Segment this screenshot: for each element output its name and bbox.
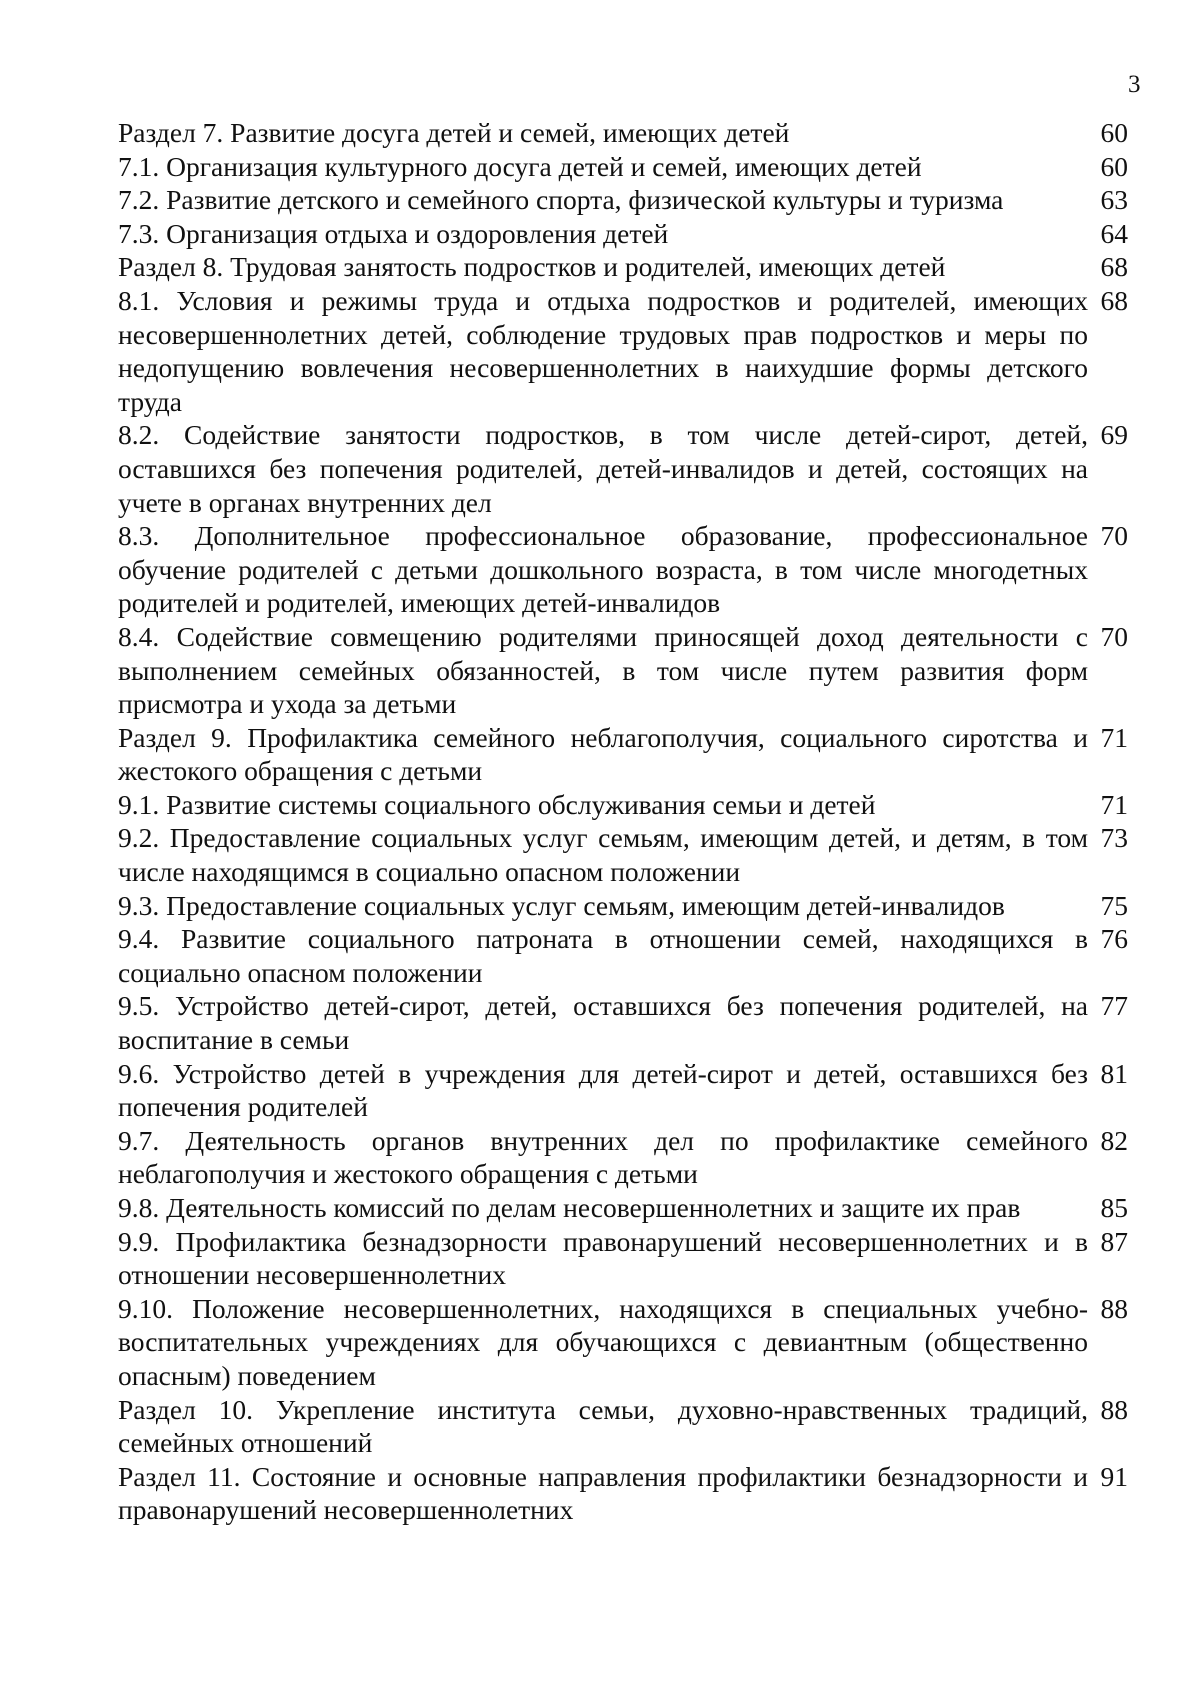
toc-entry-title: 7.3. Организация отдыха и оздоровления детей: [118, 217, 669, 249]
toc-entry-title: 8.3. Дополнительное профессиональное образование, профессиональное обучение родителей с детьми дошкольного возраста, в том числе многодетных родителей и родителей, имеющих детей-инвалидов: [118, 520, 1088, 619]
toc-entry-page: 68: [1100, 284, 1128, 316]
toc-entry-title: 9.9. Профилактика безнадзорности правонарушений несовершеннолетних и в отношении несовершеннолетних: [118, 1225, 1088, 1291]
toc-entry: [118, 721, 1128, 788]
toc-entry-page: 77: [1100, 990, 1128, 1022]
toc-entry-title: 9.4. Развитие социального патроната в отношении семей, находящихся в социально опасном положении: [118, 923, 1088, 988]
toc-entry-page: 69: [1100, 419, 1128, 451]
toc-entry: [118, 116, 1128, 150]
toc-entry: [118, 519, 1128, 620]
toc-entry-page: 85: [1100, 1192, 1128, 1223]
toc-entry-page: 75: [1100, 889, 1128, 921]
toc-entry: [118, 1057, 1128, 1124]
toc-entry: [118, 821, 1128, 888]
toc-entry-page: 60: [1100, 150, 1128, 182]
toc-entry-title: Раздел 10. Укрепление института семьи, духовно-нравственных традиций, семейных отношений: [118, 1393, 1088, 1459]
toc-entry-title: Раздел 8. Трудовая занятость подростков и родителей, имеющих детей: [118, 251, 946, 283]
toc-entry-title: 9.3. Предоставление социальных услуг семьям, имеющим детей-инвалидов: [118, 889, 1005, 921]
toc-entry-title: Раздел 9. Профилактика семейного неблагополучия, социального сиротства и жестокого обращения с детьми: [118, 721, 1088, 787]
toc-entry-page: 88: [1100, 1393, 1128, 1425]
toc-entry: [118, 284, 1128, 418]
table-of-contents: [118, 116, 1128, 1527]
toc-entry-page: 76: [1100, 923, 1128, 955]
toc-entry-page: 87: [1100, 1225, 1128, 1257]
toc-entry-title: 9.7. Деятельность органов внутренних дел по профилактике семейного неблагополучия и жестокого обращения с детьми: [118, 1124, 1088, 1190]
toc-entry-page: 70: [1100, 620, 1128, 652]
toc-entry: [118, 1191, 1128, 1225]
toc-entry: [118, 989, 1128, 1056]
toc-entry-page: 73: [1100, 822, 1128, 854]
toc-entry-page: 68: [1100, 251, 1128, 283]
toc-entry: [118, 1124, 1128, 1191]
toc-entry-title: 8.1. Условия и режимы труда и отдыха подростков и родителей, имеющих несовершеннолетних детей, соблюдение трудовых прав подростков и меры по недопущению вовлечения несовершеннолетних в наихудшие формы детского труда: [118, 284, 1088, 417]
toc-entry: [118, 1393, 1128, 1460]
toc-entry-page: 71: [1100, 721, 1128, 753]
toc-entry: [118, 150, 1128, 184]
toc-entry: [118, 183, 1128, 217]
toc-entry-title: 9.5. Устройство детей-сирот, детей, оставшихся без попечения родителей, на воспитание в семьи: [118, 990, 1088, 1056]
toc-entry: [118, 1292, 1128, 1393]
toc-entry-page: 60: [1100, 117, 1128, 148]
toc-entry-title: 7.2. Развитие детского и семейного спорта, физической культуры и туризма: [118, 184, 1004, 216]
toc-entry-title: 9.8. Деятельность комиссий по делам несовершеннолетних и защите их прав: [118, 1192, 1021, 1223]
toc-entry-page: 81: [1100, 1057, 1128, 1089]
toc-entry: [118, 217, 1128, 251]
toc-entry: [118, 250, 1128, 284]
toc-entry: [118, 1225, 1128, 1292]
toc-entry-page: 64: [1100, 217, 1128, 249]
toc-entry-page: 91: [1100, 1460, 1128, 1492]
toc-entry-title: 8.4. Содействие совмещению родителями приносящей доход деятельности с выполнением семейных обязанностей, в том числе путем развития форм присмотра и ухода за детьми: [118, 620, 1088, 720]
toc-entry: [118, 620, 1128, 721]
toc-entry: [118, 922, 1128, 989]
toc-entry-title: Раздел 7. Развитие досуга детей и семей, имеющих детей: [118, 117, 790, 148]
toc-entry-title: 9.10. Положение несовершеннолетних, находящихся в специальных учебно-воспитательных учреждениях для обучающихся с девиантным (общественно опасным) поведением: [118, 1292, 1088, 1391]
toc-entry: [118, 788, 1128, 822]
toc-entry-page: 82: [1100, 1124, 1128, 1156]
toc-entry: [118, 889, 1128, 923]
page-number: 3: [1128, 71, 1141, 98]
toc-entry: [118, 418, 1128, 519]
toc-entry-title: 9.2. Предоставление социальных услуг семьям, имеющим детей, и детям, в том числе находящимся в социально опасном положении: [118, 822, 1088, 888]
toc-entry-title: 9.1. Развитие системы социального обслуживания семьи и детей: [118, 788, 876, 820]
toc-entry-page: 70: [1100, 520, 1128, 552]
toc-entry-title: Раздел 11. Состояние и основные направления профилактики безнадзорности и правонарушений несовершеннолетних: [118, 1460, 1088, 1526]
toc-entry-title: 8.2. Содействие занятости подростков, в том числе детей-сирот, детей, оставшихся без попечения родителей, детей-инвалидов и детей, состоящих на учете в органах внутренних дел: [118, 419, 1088, 518]
toc-entry-title: 9.6. Устройство детей в учреждения для детей-сирот и детей, оставшихся без попечения родителей: [118, 1057, 1088, 1123]
toc-entry-page: 88: [1100, 1292, 1128, 1324]
toc-entry-page: 63: [1100, 184, 1128, 216]
toc-entry: [118, 1460, 1128, 1527]
toc-entry-page: 71: [1100, 788, 1128, 820]
toc-entry-title: 7.1. Организация культурного досуга детей и семей, имеющих детей: [118, 150, 922, 182]
